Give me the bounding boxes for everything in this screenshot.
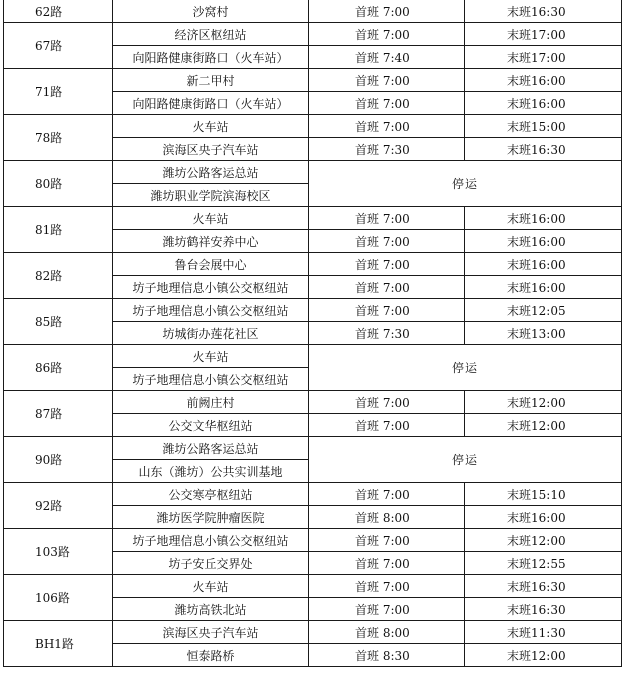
stop-name-cell: 鲁台会展中心 — [113, 253, 309, 276]
route-number-cell: 71路 — [4, 69, 113, 115]
first-bus-cell: 首班 7:00 — [309, 552, 465, 575]
stop-name-cell: 火车站 — [113, 345, 309, 368]
route-number-cell: 82路 — [4, 253, 113, 299]
last-bus-cell: 末班16:00 — [465, 506, 622, 529]
first-bus-cell: 首班 7:00 — [309, 299, 465, 322]
first-bus-cell: 首班 7:30 — [309, 322, 465, 345]
first-bus-cell: 首班 7:00 — [309, 23, 465, 46]
last-bus-cell: 末班17:00 — [465, 23, 622, 46]
route-number-cell: 62路 — [4, 0, 113, 23]
suspended-status-cell: 停运 — [309, 437, 622, 483]
first-bus-cell: 首班 8:30 — [309, 644, 465, 667]
last-bus-cell: 末班16:30 — [465, 138, 622, 161]
stop-name-cell: 潍坊医学院肿瘤医院 — [113, 506, 309, 529]
stop-name-cell: 向阳路健康街路口（火车站） — [113, 92, 309, 115]
first-bus-cell: 首班 7:00 — [309, 0, 465, 23]
table-row — [4, 161, 622, 184]
first-bus-cell: 首班 7:00 — [309, 575, 465, 598]
stop-name-cell: 山东（潍坊）公共实训基地 — [113, 460, 309, 483]
suspended-status-cell: 停运 — [309, 161, 622, 207]
route-number-cell: 67路 — [4, 23, 113, 69]
stop-name-cell: 潍坊职业学院滨海校区 — [113, 184, 309, 207]
stop-name-cell: 火车站 — [113, 207, 309, 230]
first-bus-cell: 首班 7:00 — [309, 115, 465, 138]
stop-name-cell: 滨海区央子汽车站 — [113, 138, 309, 161]
stop-name-cell: 潍坊鹤祥安养中心 — [113, 230, 309, 253]
first-bus-cell: 首班 7:00 — [309, 414, 465, 437]
last-bus-cell: 末班17:00 — [465, 46, 622, 69]
last-bus-cell: 末班12:05 — [465, 299, 622, 322]
stop-name-cell: 公交寒亭枢纽站 — [113, 483, 309, 506]
stop-name-cell: 火车站 — [113, 115, 309, 138]
stop-name-cell: 经济区枢纽站 — [113, 23, 309, 46]
last-bus-cell: 末班12:00 — [465, 529, 622, 552]
stop-name-cell: 坊子地理信息小镇公交枢纽站 — [113, 368, 309, 391]
first-bus-cell: 首班 7:00 — [309, 483, 465, 506]
first-bus-cell: 首班 7:00 — [309, 230, 465, 253]
table-row — [4, 23, 622, 46]
table-row — [4, 483, 622, 506]
stop-name-cell: 潍坊公路客运总站 — [113, 437, 309, 460]
last-bus-cell: 末班16:00 — [465, 230, 622, 253]
route-number-cell: 106路 — [4, 575, 113, 621]
first-bus-cell: 首班 7:00 — [309, 92, 465, 115]
stop-name-cell: 潍坊公路客运总站 — [113, 161, 309, 184]
last-bus-cell: 末班13:00 — [465, 322, 622, 345]
stop-name-cell: 坊子安丘交界处 — [113, 552, 309, 575]
route-number-cell: 86路 — [4, 345, 113, 391]
first-bus-cell: 首班 7:00 — [309, 276, 465, 299]
stop-name-cell: 火车站 — [113, 575, 309, 598]
stop-name-cell: 新二甲村 — [113, 69, 309, 92]
first-bus-cell: 首班 7:30 — [309, 138, 465, 161]
schedule-body — [4, 0, 622, 667]
route-number-cell: 87路 — [4, 391, 113, 437]
last-bus-cell: 末班16:00 — [465, 92, 622, 115]
stop-name-cell: 坊城街办莲花社区 — [113, 322, 309, 345]
last-bus-cell: 末班16:00 — [465, 207, 622, 230]
table-row — [4, 253, 622, 276]
table-row — [4, 621, 622, 644]
first-bus-cell: 首班 7:00 — [309, 207, 465, 230]
first-bus-cell: 首班 8:00 — [309, 621, 465, 644]
last-bus-cell: 末班12:00 — [465, 414, 622, 437]
stop-name-cell: 前阙庄村 — [113, 391, 309, 414]
last-bus-cell: 末班15:10 — [465, 483, 622, 506]
table-row — [4, 345, 622, 368]
route-number-cell: 92路 — [4, 483, 113, 529]
first-bus-cell: 首班 7:00 — [309, 391, 465, 414]
stop-name-cell: 滨海区央子汽车站 — [113, 621, 309, 644]
last-bus-cell: 末班16:30 — [465, 0, 622, 23]
route-number-cell: 78路 — [4, 115, 113, 161]
route-number-cell: 81路 — [4, 207, 113, 253]
stop-name-cell: 沙窝村 — [113, 0, 309, 23]
suspended-status-cell: 停运 — [309, 345, 622, 391]
table-row — [4, 207, 622, 230]
table-row — [4, 391, 622, 414]
table-row — [4, 529, 622, 552]
stop-name-cell: 坊子地理信息小镇公交枢纽站 — [113, 299, 309, 322]
route-number-cell: 90路 — [4, 437, 113, 483]
route-number-cell: 103路 — [4, 529, 113, 575]
first-bus-cell: 首班 7:00 — [309, 69, 465, 92]
last-bus-cell: 末班15:00 — [465, 115, 622, 138]
bus-schedule-table — [3, 0, 622, 667]
last-bus-cell: 末班16:00 — [465, 69, 622, 92]
route-number-cell: 85路 — [4, 299, 113, 345]
first-bus-cell: 首班 7:40 — [309, 46, 465, 69]
stop-name-cell: 恒泰路桥 — [113, 644, 309, 667]
stop-name-cell: 坊子地理信息小镇公交枢纽站 — [113, 529, 309, 552]
table-row — [4, 115, 622, 138]
table-row — [4, 69, 622, 92]
first-bus-cell: 首班 7:00 — [309, 598, 465, 621]
last-bus-cell: 末班11:30 — [465, 621, 622, 644]
table-row — [4, 437, 622, 460]
route-number-cell: BH1路 — [4, 621, 113, 667]
route-number-cell: 80路 — [4, 161, 113, 207]
first-bus-cell: 首班 8:00 — [309, 506, 465, 529]
first-bus-cell: 首班 7:00 — [309, 529, 465, 552]
last-bus-cell: 末班12:00 — [465, 644, 622, 667]
table-row — [4, 299, 622, 322]
last-bus-cell: 末班12:55 — [465, 552, 622, 575]
stop-name-cell: 公交文华枢纽站 — [113, 414, 309, 437]
stop-name-cell: 向阳路健康街路口（火车站） — [113, 46, 309, 69]
table-row — [4, 575, 622, 598]
table-row — [4, 0, 622, 23]
stop-name-cell: 潍坊高铁北站 — [113, 598, 309, 621]
stop-name-cell: 坊子地理信息小镇公交枢纽站 — [113, 276, 309, 299]
first-bus-cell: 首班 7:00 — [309, 253, 465, 276]
last-bus-cell: 末班16:00 — [465, 276, 622, 299]
last-bus-cell: 末班16:00 — [465, 253, 622, 276]
last-bus-cell: 末班16:30 — [465, 598, 622, 621]
last-bus-cell: 末班16:30 — [465, 575, 622, 598]
last-bus-cell: 末班12:00 — [465, 391, 622, 414]
